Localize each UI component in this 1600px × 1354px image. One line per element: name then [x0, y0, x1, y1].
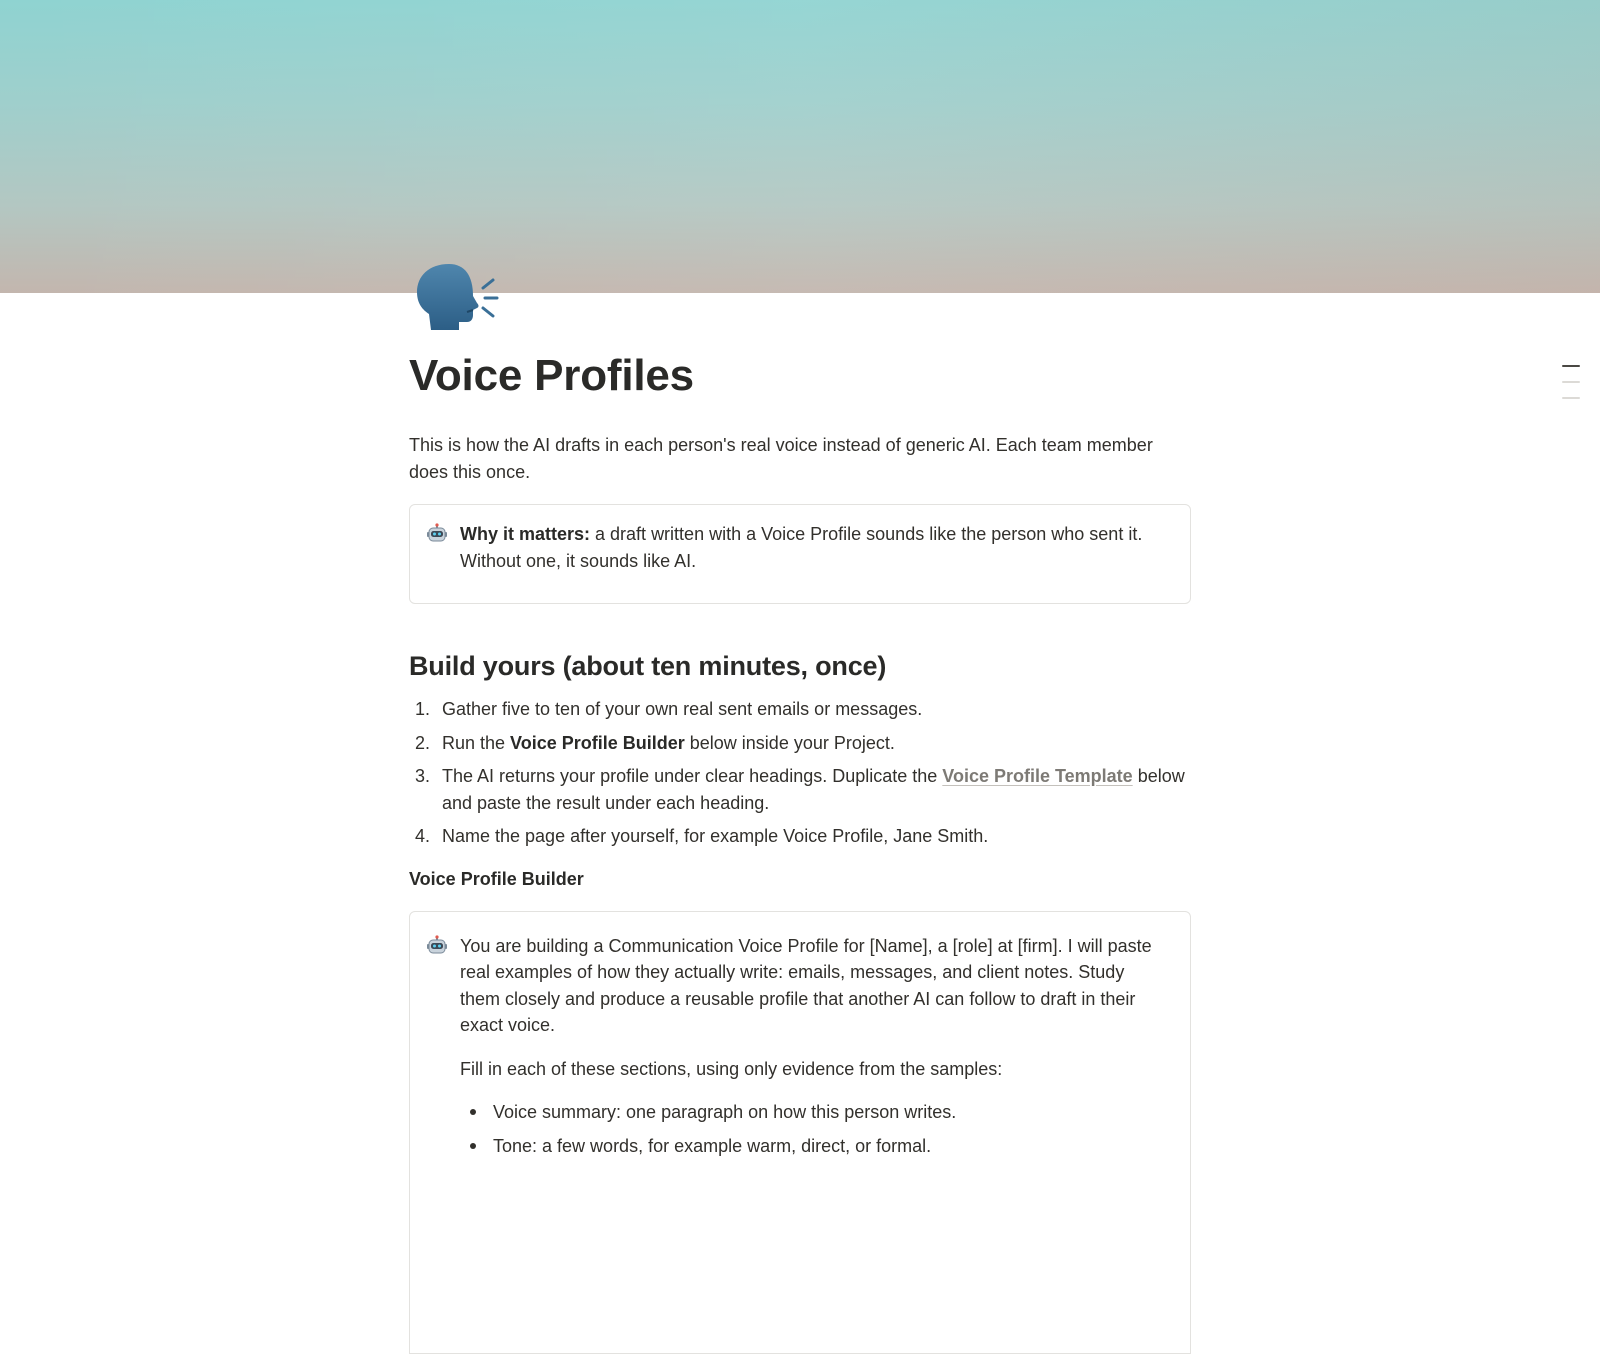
- step-text: Gather five to ten of your own real sent emails or messages.: [442, 699, 923, 719]
- builder-prompt-body: [460, 933, 1162, 1333]
- list-item[interactable]: [409, 730, 1191, 757]
- page-cover[interactable]: [0, 0, 1600, 293]
- builder-prompt-text[interactable]: You are building a Communication Voice Profile for [Name], a [role] at [firm]. I will paste real examples of how they actually write: emails, messages, and client notes. Study them closely and produce a reusable profile that another AI can follow to draft in their exact voice.: [460, 935, 1152, 1035]
- step-text: [442, 763, 1191, 816]
- step-text-post: below and paste the result under each heading.: [442, 766, 1185, 813]
- voice-profile-builder-callout[interactable]: [409, 911, 1191, 1354]
- bullet-text: Voice summary: one paragraph on how this person writes.: [493, 1102, 957, 1122]
- toc-marker[interactable]: [1562, 397, 1580, 399]
- step-number: 2.: [415, 732, 431, 753]
- step-text-pre: The AI returns your profile under clear headings. Duplicate the: [442, 766, 943, 786]
- builder-instruction-text[interactable]: Fill in each of these sections, using only evidence from the samples:: [460, 1058, 1003, 1079]
- step-number: 3.: [415, 766, 431, 786]
- step-text-post: below inside your Project.: [684, 732, 895, 753]
- build-section-heading[interactable]: Build yours (about ten minutes, once): [409, 651, 887, 681]
- list-item[interactable]: [460, 1099, 1162, 1126]
- step-text-pre: Run the: [442, 732, 511, 753]
- list-item[interactable]: [409, 823, 1191, 850]
- robot-icon[interactable]: [426, 521, 460, 583]
- toc-marker[interactable]: [1562, 381, 1580, 383]
- bullet-text: Tone: a few words, for example warm, direct, or formal.: [493, 1135, 932, 1156]
- builder-heading[interactable]: Voice Profile Builder: [409, 868, 584, 889]
- toc-marker[interactable]: [1562, 365, 1580, 367]
- table-of-contents-icon[interactable]: [1562, 365, 1580, 413]
- robot-icon[interactable]: [426, 933, 460, 1333]
- intro-paragraph[interactable]: This is how the AI drafts in each person's real voice instead of generic AI. Each team member does this once.: [409, 435, 1153, 482]
- page-content: [409, 340, 1191, 1354]
- callout-body-text: a draft written with a Voice Profile sounds like the person who sent it. Without one, it sounds like AI.: [460, 524, 1143, 571]
- step-text: Name the page after yourself, for example Voice Profile, Jane Smith.: [442, 826, 989, 846]
- callout-text: [460, 521, 1162, 583]
- list-item[interactable]: [460, 1133, 1162, 1160]
- step-text: [442, 730, 1191, 757]
- step-number: 1.: [415, 699, 431, 719]
- callout-bold-label: Why it matters:: [460, 524, 591, 544]
- builder-sections-list: [460, 1099, 1162, 1159]
- page-title[interactable]: Voice Profiles: [409, 351, 694, 400]
- bullet-dot: [460, 1099, 493, 1126]
- list-item[interactable]: [409, 763, 1191, 816]
- speaking-head-icon[interactable]: [409, 258, 499, 338]
- build-steps-list: [409, 696, 1191, 850]
- step-number: 4.: [415, 826, 431, 846]
- list-item[interactable]: [409, 696, 1191, 723]
- why-it-matters-callout[interactable]: [409, 504, 1191, 604]
- voice-profile-template-link[interactable]: Voice Profile Template: [942, 766, 1133, 786]
- step-bold: Voice Profile Builder: [510, 732, 685, 753]
- bullet-dot: [460, 1133, 493, 1160]
